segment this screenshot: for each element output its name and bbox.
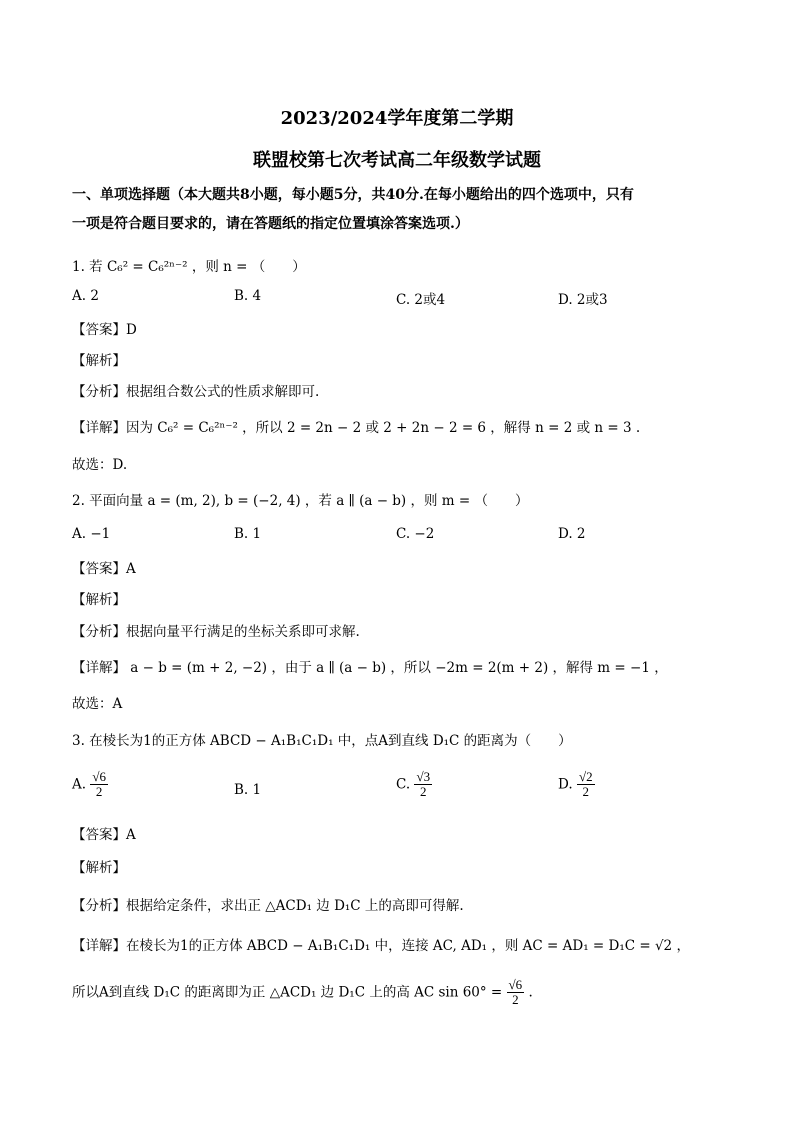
q3-stem: 3. 在棱长为1的正方体 ABCD − A₁B₁C₁D₁ 中，点A到直线 D₁C 的距离为（ ） (72, 733, 572, 749)
section-heading-line1: 一、单项选择题（本大题共8小题，每小题5分，共40分.在每小题给出的四个选项中，只有 (72, 187, 634, 203)
q3-conclusion-numerator: √6 (508, 977, 523, 992)
q3-option-c (396, 770, 432, 800)
q2-option-d: D. 2 (558, 526, 586, 542)
q3-conclusion-period: . (528, 984, 533, 1001)
q3-option-d-label: D. (558, 776, 573, 793)
q3-option-d-numerator: √2 (578, 769, 593, 784)
q3-option-a-numerator: √6 (92, 769, 106, 784)
q1-option-d: D. 2或3 (558, 292, 608, 308)
q3-analysis-heading: 【解析】 (72, 860, 126, 876)
q3-conclusion-text: 所以A到直线 D₁C 的距离即为正 △ACD₁ 边 D₁C 上的高 AC sin 60° = (72, 984, 507, 1001)
q3-option-a-label: A. (72, 776, 87, 793)
q3-option-a (72, 770, 108, 800)
exam-title-term: 2023/2024学年度第二学期 (280, 108, 514, 129)
q1-option-a: A. 2 (72, 288, 99, 304)
q3-detail: 【详解】在棱长为1的正方体 ABCD − A₁B₁C₁D₁ 中，连接 AC, AD₁ ，则 AC = AD₁ = D₁C = √2 ， (72, 938, 690, 954)
q3-fenxi: 【分析】根据给定条件，求出正 △ACD₁ 边 D₁C 上的高即可得解. (72, 898, 464, 914)
q2-answer: 【答案】A (72, 561, 136, 577)
q3-option-c-fraction (414, 770, 432, 800)
q1-fenxi: 【分析】根据组合数公式的性质求解即可. (72, 384, 320, 400)
q2-option-c: C. −2 (396, 526, 435, 542)
q1-option-b: B. 4 (234, 288, 262, 304)
q3-option-d (558, 770, 595, 800)
q2-option-b: B. 1 (234, 526, 262, 542)
q2-choose: 故选：A (72, 696, 123, 712)
q3-option-a-denominator: 2 (95, 784, 103, 800)
q3-option-d-denominator: 2 (582, 784, 589, 800)
q2-analysis-heading: 【解析】 (72, 592, 126, 608)
q3-option-c-numerator: √3 (416, 769, 431, 784)
q2-fenxi: 【分析】根据向量平行满足的坐标关系即可求解. (72, 624, 360, 640)
q3-answer: 【答案】A (72, 827, 136, 843)
q2-option-a: A. −1 (72, 526, 111, 542)
q1-choose: 故选：D. (72, 457, 128, 473)
q1-stem: 1. 若 C₆² = C₆²ⁿ⁻² ，则 n = （ ） (72, 259, 306, 275)
q3-option-a-fraction (90, 770, 108, 800)
exam-title-name: 联盟校第七次考试高二年级数学试题 (253, 150, 541, 171)
q1-answer: 【答案】D (72, 322, 137, 338)
q3-option-b: B. 1 (234, 782, 262, 798)
q1-detail: 【详解】因为 C₆² = C₆²ⁿ⁻² ，所以 2 = 2n − 2 或 2 + 2n − 2 = 6 ，解得 n = 2 或 n = 3 . (72, 420, 641, 436)
q3-option-c-label: C. (396, 776, 411, 793)
q2-stem: 2. 平面向量 a = (m, 2), b = (−2, 4) ，若 a ∥ (a − b) ，则 m = （ ） (72, 493, 529, 509)
q3-option-d-fraction (577, 770, 595, 800)
q3-conclusion-fraction (507, 978, 525, 1008)
q2-detail: 【详解】 a − b = (m + 2, −2) ，由于 a ∥ (a − b) ，所以 −2m = 2(m + 2) ，解得 m = −1 ， (72, 660, 668, 676)
q1-option-c: C. 2或4 (396, 292, 446, 308)
q1-analysis-heading: 【解析】 (72, 353, 126, 369)
q3-option-c-denominator: 2 (420, 784, 427, 800)
section-heading-line2: 一项是符合题目要求的，请在答题纸的指定位置填涂答案选项.） (72, 216, 469, 232)
q3-conclusion (72, 978, 533, 1008)
q3-conclusion-denominator: 2 (512, 992, 519, 1008)
